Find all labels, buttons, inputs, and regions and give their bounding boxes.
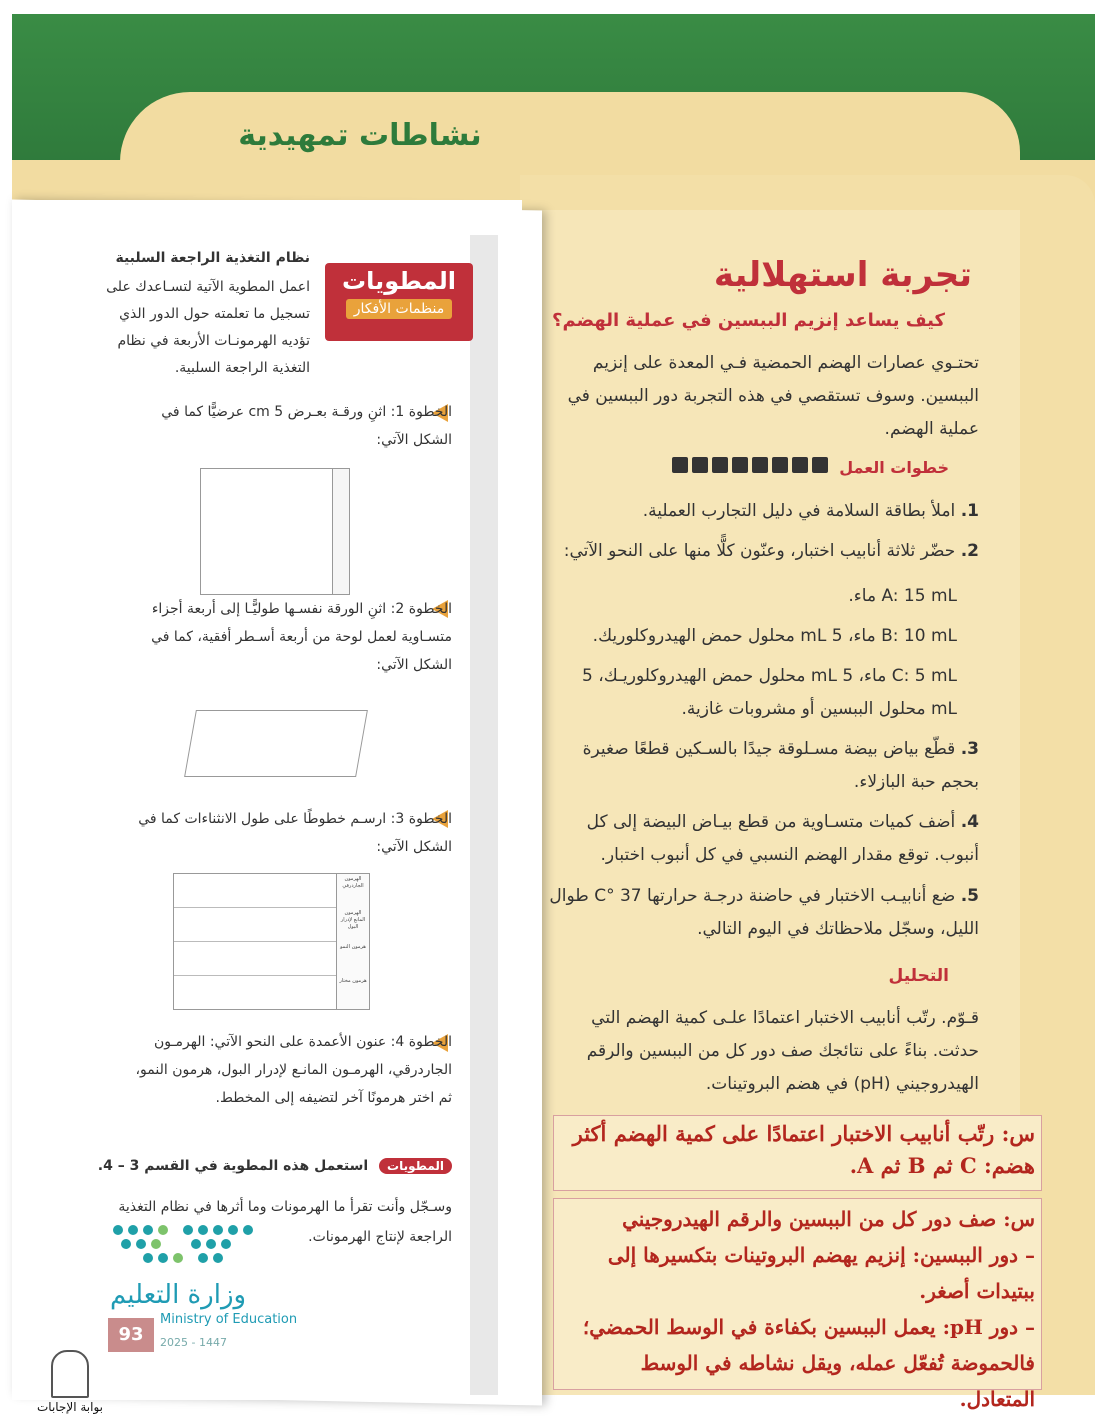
fold-step-4: الخطوة 4: عنون الأعمدة على النحو الآتي: الهرمـون الجاردرقي، الهرمـون المانـع لإدرار البول، هرمون النمو، ثم اختر هرمونًا آخر لتضيفه إلى المخطط. <box>135 1034 452 1106</box>
safety-icons <box>672 457 842 475</box>
ministry-logo-icon <box>108 1220 258 1270</box>
fold-figure-3 <box>173 873 370 1010</box>
fold-figure-1 <box>200 468 350 595</box>
fold-figure-2 <box>184 710 368 777</box>
glass-icon <box>772 457 788 473</box>
edition-year: 2025 - 1447 <box>160 1336 227 1349</box>
foldables-use-body: وسـجّل وأنت تقرأ ما الهرمونات وما أثرها في نظام التغذية الراجعة لإنتاج الهرمونات. <box>118 1199 452 1245</box>
handwash-icon <box>792 457 808 473</box>
step-4: 4. أضف كميات متسـاوية من قطع بيـاض البيضة إلى كل أنبوب. توقع مقدار الهضم النسبي في كل أنبوب اختبار. <box>586 812 979 865</box>
experiment-title: تجربة استهلالية <box>713 255 972 295</box>
page-title: نشاطات تمهيدية <box>238 118 482 153</box>
tube-c: C: 5 mL ماء، 5 mL محلول حمض الهيدروكلوريـك، 5 mL محلول الببسين أو مشروبات غازية. <box>581 666 957 719</box>
fold-step-2: الخطوة 2: اثنِ الورقة نفسـها طوليًّـا إلى أربعة أجزاء متسـاوية لعمل لوحة من أربعة أسـطر أفقية، كما في الشكل الآتي: <box>151 601 452 673</box>
no-eating-icon <box>732 457 748 473</box>
portal-label: بوابة الإجابات <box>36 1400 103 1414</box>
answer-2-line-1: – دور الببسين: إنزيم يهضم البروتينات بتكسيرها إلى ببتيدات أصغر. <box>607 1243 1035 1303</box>
foldables-heading: نظام التغذية الراجعة السلبية <box>115 250 310 266</box>
experiment-intro: تحتـوي عصارات الهضم الحمضية فـي المعدة على إنزيم الببسين. وسوف تستقصي في هذه التجربة دور الببسين في عملية الهضم. <box>567 353 979 439</box>
foldables-use: المطويات استعمل هذه المطوية في القسم 3 – 4. <box>98 1158 452 1174</box>
tube-a: A: 15 mL ماء. <box>848 586 957 606</box>
step-1: 1. املأ بطاقة السلامة في دليل التجارب العملية. <box>642 501 979 521</box>
answer-2-question: س: صف دور كل من الببسين والرقم الهيدروجيني <box>622 1207 1035 1231</box>
foldables-badge-title: المطويات <box>342 267 456 295</box>
biohazard-icon <box>812 457 828 473</box>
goggles-icon <box>672 457 688 473</box>
fold-step-3: الخطوة 3: ارسـم خطوطًا على طول الانثناءات كما في الشكل الآتي: <box>138 811 452 855</box>
step-3: 3. قطّع بياض بيضة مسـلوقة جيدًا بالسـكين قطعًا صغيرة بحجم حبة البازلاء. <box>582 739 979 792</box>
answer-2-line-2: – دور pH: يعمل الببسين بكفاءة في الوسط الحمضي؛ فالحموضة تُفعّل عمله، ويقل نشاطه في الوسط المتعادل. <box>582 1315 1035 1411</box>
sharp-object-icon <box>752 457 768 473</box>
experiment-question: كيف يساعد إنزيم الببسين في عملية الهضم؟ <box>552 310 945 331</box>
ministry-name-en: Ministry of Education <box>160 1312 298 1327</box>
analysis-text: قـوّم. رتّب أنابيب الاختبار اعتمادًا علـى كمية الهضم التي حدثت. بناءً على نتائجك صف دور كل من الببسين والرقم الهيدروجيني (pH) في هضم البروتينات. <box>586 1008 979 1094</box>
step-5: 5. ضع أنابيـب الاختبار في حاضنة درجـة حرارتها 37 °C طوال الليل، وسجّل ملاحظاتك في اليوم التالي. <box>549 886 979 939</box>
fold-figure-tabs: الهرمون الجاردرقي الهرمون المانع لإدرار البول هرمون النمو هرمون مختار <box>336 874 369 1009</box>
foldables-badge-sub: منظمات الأفكار <box>346 299 453 319</box>
analysis-heading: التحليل <box>888 966 949 986</box>
answer-box-2 <box>553 1198 1042 1411</box>
foldables-badge <box>325 263 473 341</box>
steps-heading: خطوات العمل <box>839 458 949 477</box>
foldables-intro: اعمل المطوية الآتية لتسـاعدك على تسجيل ما تعلمته حول الدور الذي تؤديه الهرمونـات الأربعة في نظام التغذية الراجعة السلبية. <box>106 279 310 376</box>
step-2: 2. حضّر ثلاثة أنابيب اختبار، وعنّون كلًّا منها على النحو الآتي: <box>563 541 979 561</box>
fold-step-1: الخطوة 1: اثنِ ورقـة بعـرض 5 cm عرضيًّا كما في الشكل الآتي: <box>161 404 452 448</box>
chemical-icon <box>712 457 728 473</box>
answer-box-1: س: رتّب أنابيب الاختبار اعتمادًا على كمية الهضم أكثر هضم: C ثم B ثم A. <box>553 1115 1042 1191</box>
foldables-use-label: المطويات <box>379 1158 452 1174</box>
page-number: 93 <box>108 1318 154 1352</box>
ministry-name-ar: وزارة التعليم <box>110 1280 247 1310</box>
apron-icon <box>692 457 708 473</box>
answers-portal-logo <box>30 1350 110 1414</box>
page-divider <box>470 235 498 1395</box>
portal-icon <box>51 1350 89 1398</box>
tube-b: B: 10 mL ماء، 5 mL محلول حمض الهيدروكلوريك. <box>592 626 957 646</box>
